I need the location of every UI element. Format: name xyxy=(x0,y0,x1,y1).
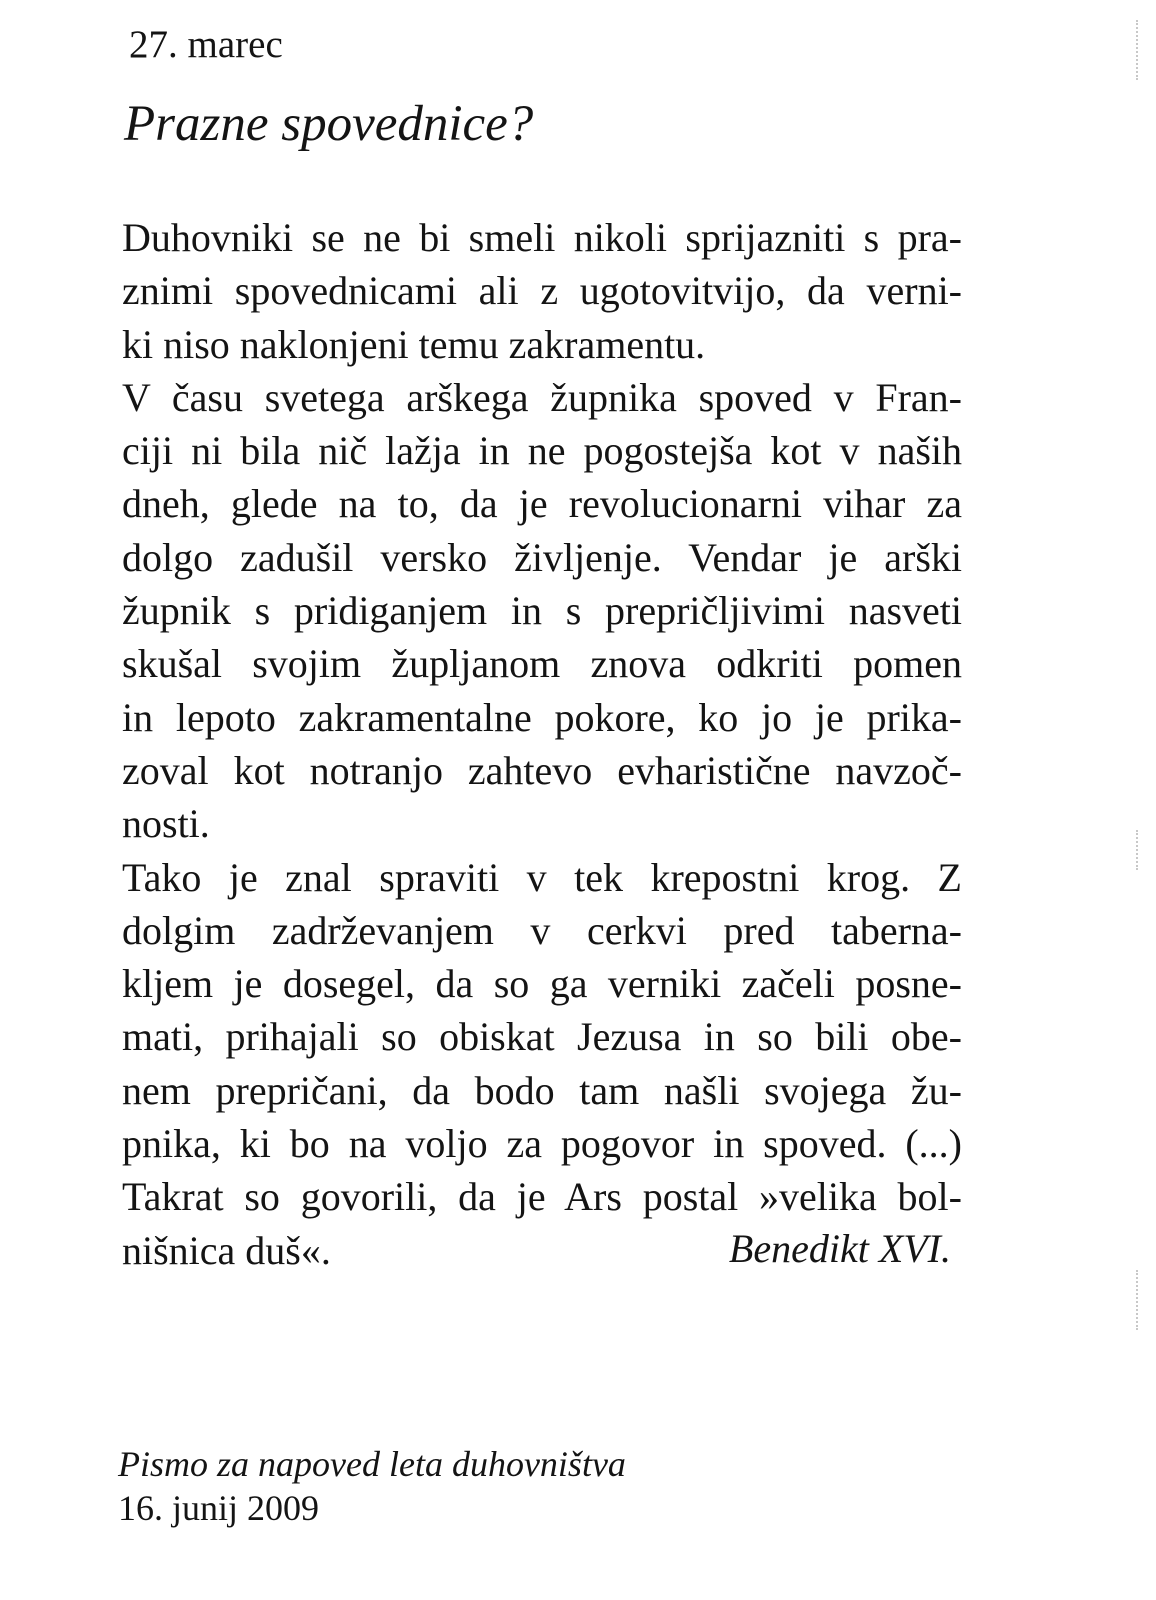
text-line: dneh, glede na to, da je revolucionarni vihar za xyxy=(122,481,962,527)
text-line: dolgo zadušil versko življenje. Vendar je arški xyxy=(122,534,962,580)
text-line: ki niso naklonjeni temu zakramentu. xyxy=(122,321,706,367)
text-line: mati, prihajali so obiskat Jezusa in so bili obe- xyxy=(122,1014,962,1060)
text-line: znimi spovednicami ali z ugotovitvijo, da verni- xyxy=(122,268,962,314)
text-line: zoval kot notranjo zahtevo evharistične navzoč- xyxy=(122,747,962,793)
page-title: Prazne spovednice? xyxy=(124,96,534,152)
text-line: Takrat so govorili, da je Ars postal »velika bol- xyxy=(122,1174,962,1220)
text-line: pnika, ki bo na voljo za pogovor in spoved. (...) xyxy=(122,1121,962,1167)
author-signature: Benedikt XVI. xyxy=(728,1226,951,1271)
text-line: nem prepričani, da bodo tam našli svojega žu- xyxy=(122,1067,962,1113)
source-title: Pismo za napoved leta duhovništva xyxy=(118,1444,626,1484)
scan-edge-mark xyxy=(1136,830,1138,870)
entry-date: 27. marec xyxy=(129,23,283,66)
text-line: kljem je dosegel, da so ga verniki začeli posne- xyxy=(122,961,962,1007)
scan-edge-mark xyxy=(1136,1270,1138,1330)
text-line: nišnica duš«. xyxy=(122,1227,331,1273)
text-line: župnik s pridiganjem in s prepričljivimi nasveti xyxy=(122,588,962,634)
text-line: Tako je znal spraviti v tek krepostni krog. Z xyxy=(122,854,962,900)
text-line: V času svetega arškega župnika spoved v Fran- xyxy=(122,374,962,420)
source-date: 16. junij 2009 xyxy=(118,1488,320,1528)
text-line: nosti. xyxy=(122,801,210,847)
text-line: skušal svojim župljanom znova odkriti pomen xyxy=(122,641,962,687)
source-citation xyxy=(118,1442,626,1530)
text-line: in lepoto zakramentalne pokore, ko jo je prika- xyxy=(122,694,962,740)
body-text xyxy=(122,211,962,1277)
scan-edge-mark xyxy=(1136,20,1138,80)
text-line: dolgim zadrževanjem v cerkvi pred taberna- xyxy=(122,907,962,953)
text-line: Duhovniki se ne bi smeli nikoli sprijazniti s pra- xyxy=(122,215,962,260)
text-line: ciji ni bila nič lažja in ne pogostejša kot v naših xyxy=(122,428,962,474)
